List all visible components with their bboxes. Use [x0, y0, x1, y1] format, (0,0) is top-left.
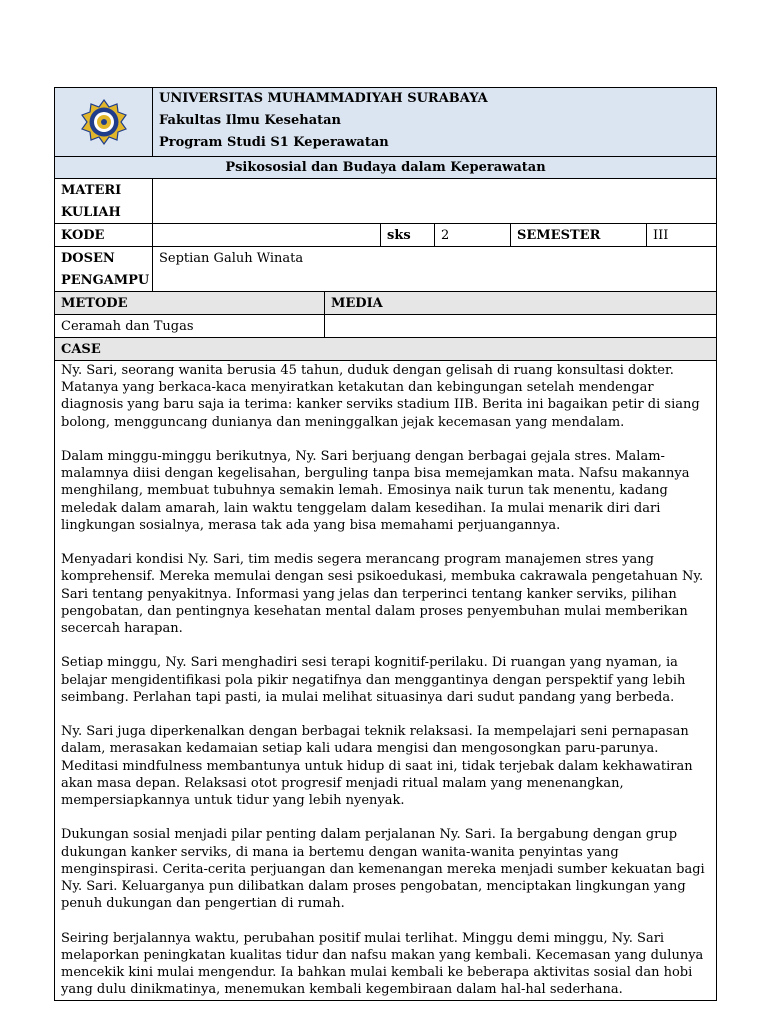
kode-row [55, 224, 716, 247]
course-title: Psikososial dan Budaya dalam Keperawatan [55, 157, 716, 179]
media-value [325, 315, 716, 337]
sks-label: sks [381, 224, 435, 246]
case-paragraph: Setiap minggu, Ny. Sari menghadiri sesi terapi kognitif-perilaku. Di ruangan yang nyaman, ia belajar mengidentifikasi pola pikir negatifnya dan menggantinya dengan perspektif yang lebih seimbang. Perlahan tapi pasti, ia mulai melihat situasinya dari sudut pandang yang berbeda. [61, 655, 686, 705]
faculty-name: Fakultas Ilmu Kesehatan [159, 113, 341, 128]
case-header-row [55, 338, 716, 361]
institution-block [153, 88, 716, 156]
sks-value: 2 [435, 224, 511, 246]
case-body [55, 361, 716, 1000]
case-paragraph: Ny. Sari juga diperkenalkan dengan berbagai teknik relaksasi. Ia mempelajari seni pernapasan dalam, merasakan kedamaian setiap kali udara mengisi dan mengosongkan paru-parunya. Meditasi mindfulness membantunya untuk hidup di saat ini, tidak terjebak dalam kekhawatiran akan masa depan. Relaksasi otot progresif menjadi ritual malam yang menenangkan, mempersiapkannya untuk tidur yang lebih nyenyak. [61, 724, 693, 809]
dosen-row [55, 247, 716, 292]
dosen-value: Septian Galuh Winata [159, 251, 304, 266]
case-paragraph: Dukungan sosial menjadi pilar penting dalam perjalanan Ny. Sari. Ia bergabung dengan grup dukungan kanker serviks, di mana ia bertemu dengan wanita-wanita penyintas yang menginspirasi. Cerita-cerita perjuangan dan kemenangan mereka menjadi sumber kekuatan bagi Ny. Sari. Keluarganya pun dilibatkan dalam proses pengobatan, menciptakan lingkungan yang penuh dukungan dan pengertian di rumah. [61, 827, 705, 912]
kode-label: KODE [55, 224, 153, 246]
kode-value [153, 224, 381, 246]
case-paragraph: Menyadari kondisi Ny. Sari, tim medis segera merancang program manajemen stres yang komprehensif. Mereka memulai dengan sesi psikoedukasi, membuka cakrawala pengetahuan Ny. Sari tentang penyakitnya. Informasi yang jelas dan terperinci tentang kanker serviks, pilihan pengobatan, dan pentingnya kesehatan mental dalam proses penyembuhan mulai memberikan secercah harapan. [61, 552, 704, 637]
case-label: CASE [61, 342, 101, 357]
materi-label: MATERI KULIAH [55, 179, 153, 223]
metode-media-header-row [55, 292, 716, 315]
semester-value: III [653, 228, 669, 243]
metode-value: Ceramah dan Tugas [55, 315, 325, 337]
logo-cell [55, 88, 153, 156]
university-name: UNIVERSITAS MUHAMMADIYAH SURABAYA [159, 91, 488, 106]
program-name: Program Studi S1 Keperawatan [159, 135, 389, 150]
university-seal-icon [80, 98, 128, 146]
case-paragraph: Seiring berjalannya waktu, perubahan positif mulai terlihat. Minggu demi minggu, Ny. Sari melaporkan peningkatan kualitas tidur dan nafsu makan yang kembali. Kecemasan yang dulunya mencekik kini mulai mengendur. Ia bahkan mulai kembali ke beberapa aktivitas sosial dan hobi yang dulu dinikmatinya, menemukan kembali kegembiraan dalam hal-hal sederhana. [61, 930, 704, 998]
materi-row [55, 179, 716, 224]
case-paragraph: Ny. Sari, seorang wanita berusia 45 tahun, duduk dengan gelisah di ruang konsultasi dokter. Matanya yang berkaca-kaca menyiratkan ketakutan dan kebingungan setelah mendengar diagnosis yang baru saja ia terima: kanker serviks stadium IIB. Berita ini bagaikan petir di siang bolong, mengguncang dunianya dan meninggalkan jejak kecemasan yang mendalam. [61, 363, 700, 430]
course-document [54, 87, 717, 1001]
metode-media-value-row [55, 315, 716, 338]
metode-label: METODE [55, 292, 325, 314]
materi-value [153, 179, 716, 223]
case-body-row [55, 361, 716, 1000]
case-paragraph: Dalam minggu-minggu berikutnya, Ny. Sari berjuang dengan berbagai gejala stres. Malam-malamnya diisi dengan kegelisahan, berguling tanpa bisa memejamkan mata. Nafsu makannya menghilang, membuat tubuhnya semakin lemah. Emosinya naik turun tak menentu, kadang meledak dalam amarah, lain waktu tenggelam dalam kesedihan. Ia mulai menarik diri dari lingkungan sosialnya, merasa tak ada yang bisa memahami perjuangannya. [61, 449, 690, 533]
semester-label: SEMESTER [511, 224, 647, 246]
document-header [55, 88, 716, 157]
media-label: MEDIA [331, 296, 383, 311]
dosen-label: DOSEN PENGAMPU [55, 247, 153, 291]
